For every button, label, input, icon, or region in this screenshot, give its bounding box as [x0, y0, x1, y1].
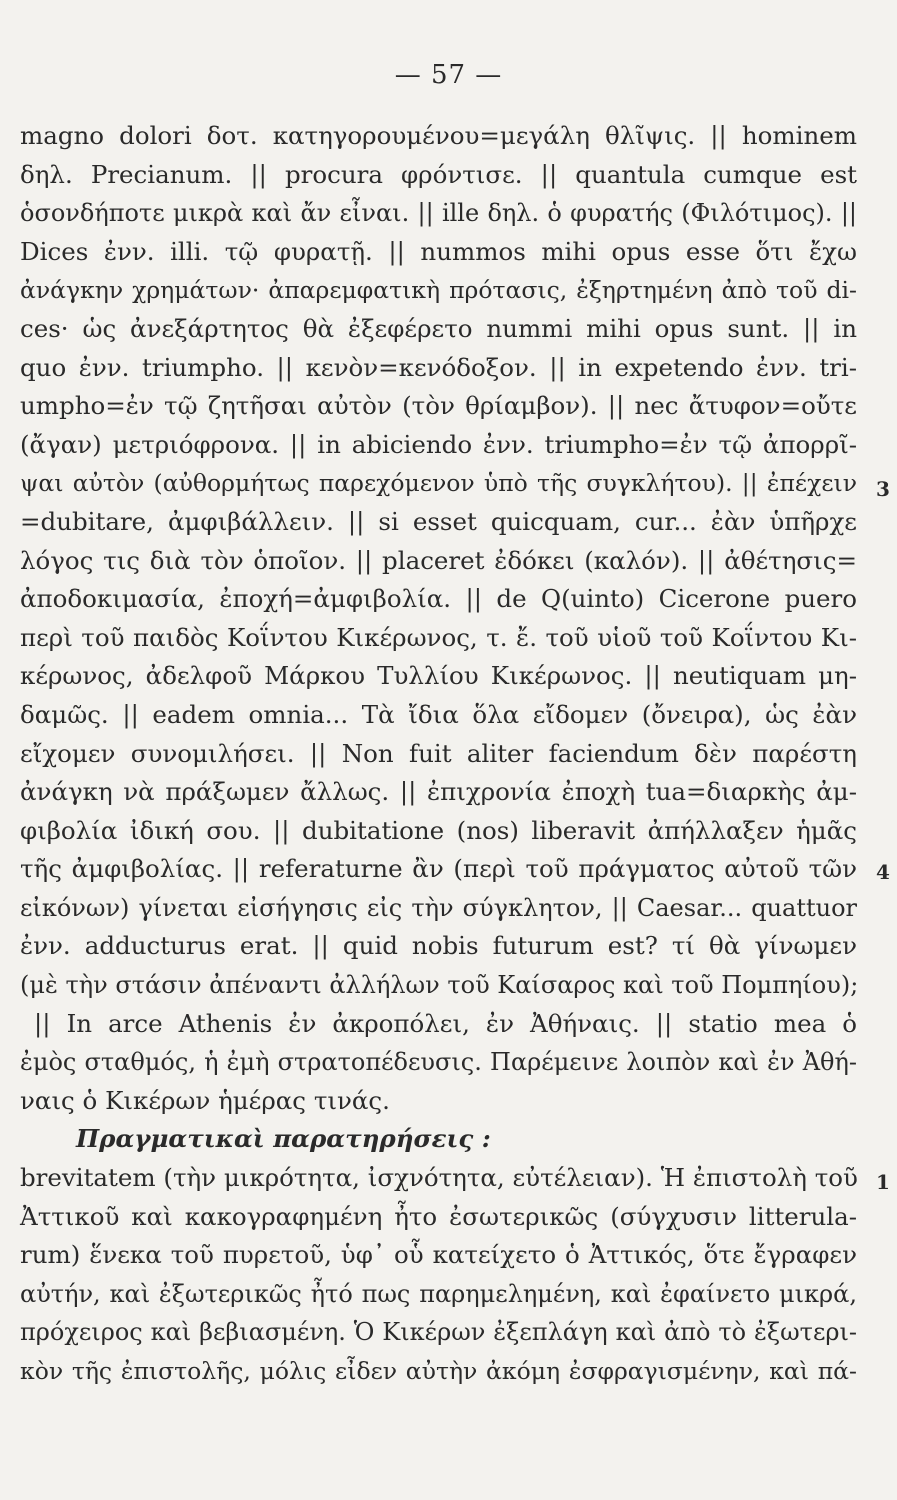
margin-note: 1 [876, 1170, 890, 1194]
text-line: περὶ τοῦ παιδὸς Κοΐντου Κικέρωνος, τ. ἔ. τοῦ υἱοῦ τοῦ Κοΐντου Κι- [20, 622, 857, 652]
text-line: || In arce Athenis ἐν ἀκροπόλει, ἐν Ἀθήναις. || statio mea ὁ [34, 1008, 857, 1038]
text-line: quo ἐνν. triumpho. || κενὸν=κενόδοξον. || in expetendo ἐνν. tri- [20, 352, 857, 382]
text-line: rum) ἕνεκα τοῦ πυρετοῦ, ὑφ᾽ οὗ κατείχετο ὁ Ἀττικός, ὅτε ἔγραφεν [20, 1240, 857, 1270]
text-line: λόγος τις διὰ τὸν ὁποῖον. || placeret ἐδόκει (καλόν). || ἀθέτησις= [20, 545, 857, 575]
text-line: κέρωνος, ἀδελφοῦ Μάρκου Τυλλίου Κικέρωνος. || neutiquam μη- [20, 661, 857, 691]
text-line: αὐτήν, καὶ ἐξωτερικῶς ἦτό πως παρημελημένη, καὶ ἐφαίνετο μικρά, [20, 1279, 857, 1308]
text-line: δαμῶς. || eadem omnia... Τὰ ἴδια ὅλα εἴδομεν (ὄνειρα), ὡς ἐὰν [20, 699, 857, 729]
text-line: Dices ἐνν. illi. τῷ φυρατῇ. || nummos mihi opus esse ὅτι ἔχω [20, 236, 857, 266]
page-number: — 57 — [394, 60, 503, 90]
text-line: (ἄγαν) μετριόφρονα. || in abiciendo ἐνν. triumpho=ἐν τῷ ἀπορρῖ- [20, 429, 857, 459]
text-line: brevitatem (τὴν μικρότητα, ἰσχνότητα, εὐτέλειαν). Ἡ ἐπιστολὴ τοῦ [20, 1163, 858, 1193]
text-line: magno dolori δοτ. κατηγορουμένου=μεγάλη θλῖψις. || hominem [20, 121, 857, 150]
text-line: ὁσονδήποτε μικρὰ καὶ ἄν εἶναι. || ille δηλ. ὁ φυρατής (Φιλότιμος). || [20, 199, 857, 228]
text-line: ναις ὁ Κικέρων ἡμέρας τινάς. [20, 1085, 390, 1115]
text-line: ἀνάγκη νὰ πράξωμεν ἄλλως. || ἐπιχρονία ἐποχὴ tua=διαρκὴς ἀμ- [20, 777, 857, 807]
section-heading: Πραγματικαὶ παρατηρήσεις : [76, 1124, 491, 1154]
body-text [20, 117, 857, 1391]
text-line: ἐμὸς σταθμός, ἡ ἐμὴ στρατοπέδευσις. Παρέμεινε λοιπὸν καὶ ἐν Ἀθή- [20, 1048, 857, 1077]
text-line: ἀποδοκιμασία, ἐποχή=ἀμφιβολία. || de Q(uinto) Cicerone puero [20, 584, 857, 614]
text-line: ces· ὡς ἀνεξάρτητος θὰ ἐξεφέρετο nummi mihi opus sunt. || in [20, 313, 857, 343]
text-line: τῆς ἀμφιβολίας. || referaturne ἂν (περὶ τοῦ πράγματος αὐτοῦ τῶν [20, 854, 857, 884]
margin-note: 4 [876, 860, 890, 884]
margin-note: 3 [876, 477, 890, 501]
text-line: (μὲ τὴν στάσιν ἀπέναντι ἀλλήλων τοῦ Καίσαρος καὶ τοῦ Πομπηίου); [20, 971, 859, 1000]
text-line: εἰκόνων) γίνεται εἰσήγησις εἰς τὴν σύγκλητον, || Caesar... quattuor [20, 893, 857, 922]
text-line: =dubitare, ἀμφιβάλλειν. || si esset quicquam, cur... ἐὰν ὑπῆρχε [20, 506, 857, 536]
text-line: κὸν τῆς ἐπιστολῆς, μόλις εἶδεν αὐτὴν ἀκόμη ἐσφραγισμένην, καὶ πά- [20, 1357, 857, 1385]
text-line: εἴχομεν συνομιλήσει. || Non fuit aliter faciendum δὲν παρέστη [20, 738, 857, 768]
text-line: δηλ. Precianum. || procura φρόντισε. || quantula cumque est [20, 159, 857, 189]
text-line: umpho=ἐν τῷ ζητῆσαι αὐτὸν (τὸν θρίαμβον). || nec ἄτυφον=οὔτε [20, 391, 857, 421]
text-line: ἀνάγκην χρημάτων· ἀπαρεμφατικὴ πρότασις, ἐξηρτημένη ἀπὸ τοῦ di- [20, 276, 857, 305]
text-line: φιβολία ἰδική σου. || dubitatione (nos) liberavit ἀπήλλαξεν ἡμᾶς [20, 815, 857, 845]
text-line: πρόχειρος καὶ βεβιασμένη. Ὁ Κικέρων ἐξεπλάγη καὶ ἀπὸ τὸ ἐξωτερι- [20, 1318, 857, 1347]
text-line: Ἀττικοῦ καὶ κακογραφημένη ἦτο ἐσωτερικῶς (σύγχυσιν litterula- [20, 1201, 857, 1231]
text-line: ἐνν. adducturus erat. || quid nobis futurum est? τί θὰ γίνωμεν [20, 931, 857, 961]
text-line: ψαι αὐτὸν (αὐθορμήτως παρεχόμενον ὑπὸ τῆς συγκλήτου). || ἐπέχειν [20, 469, 857, 498]
